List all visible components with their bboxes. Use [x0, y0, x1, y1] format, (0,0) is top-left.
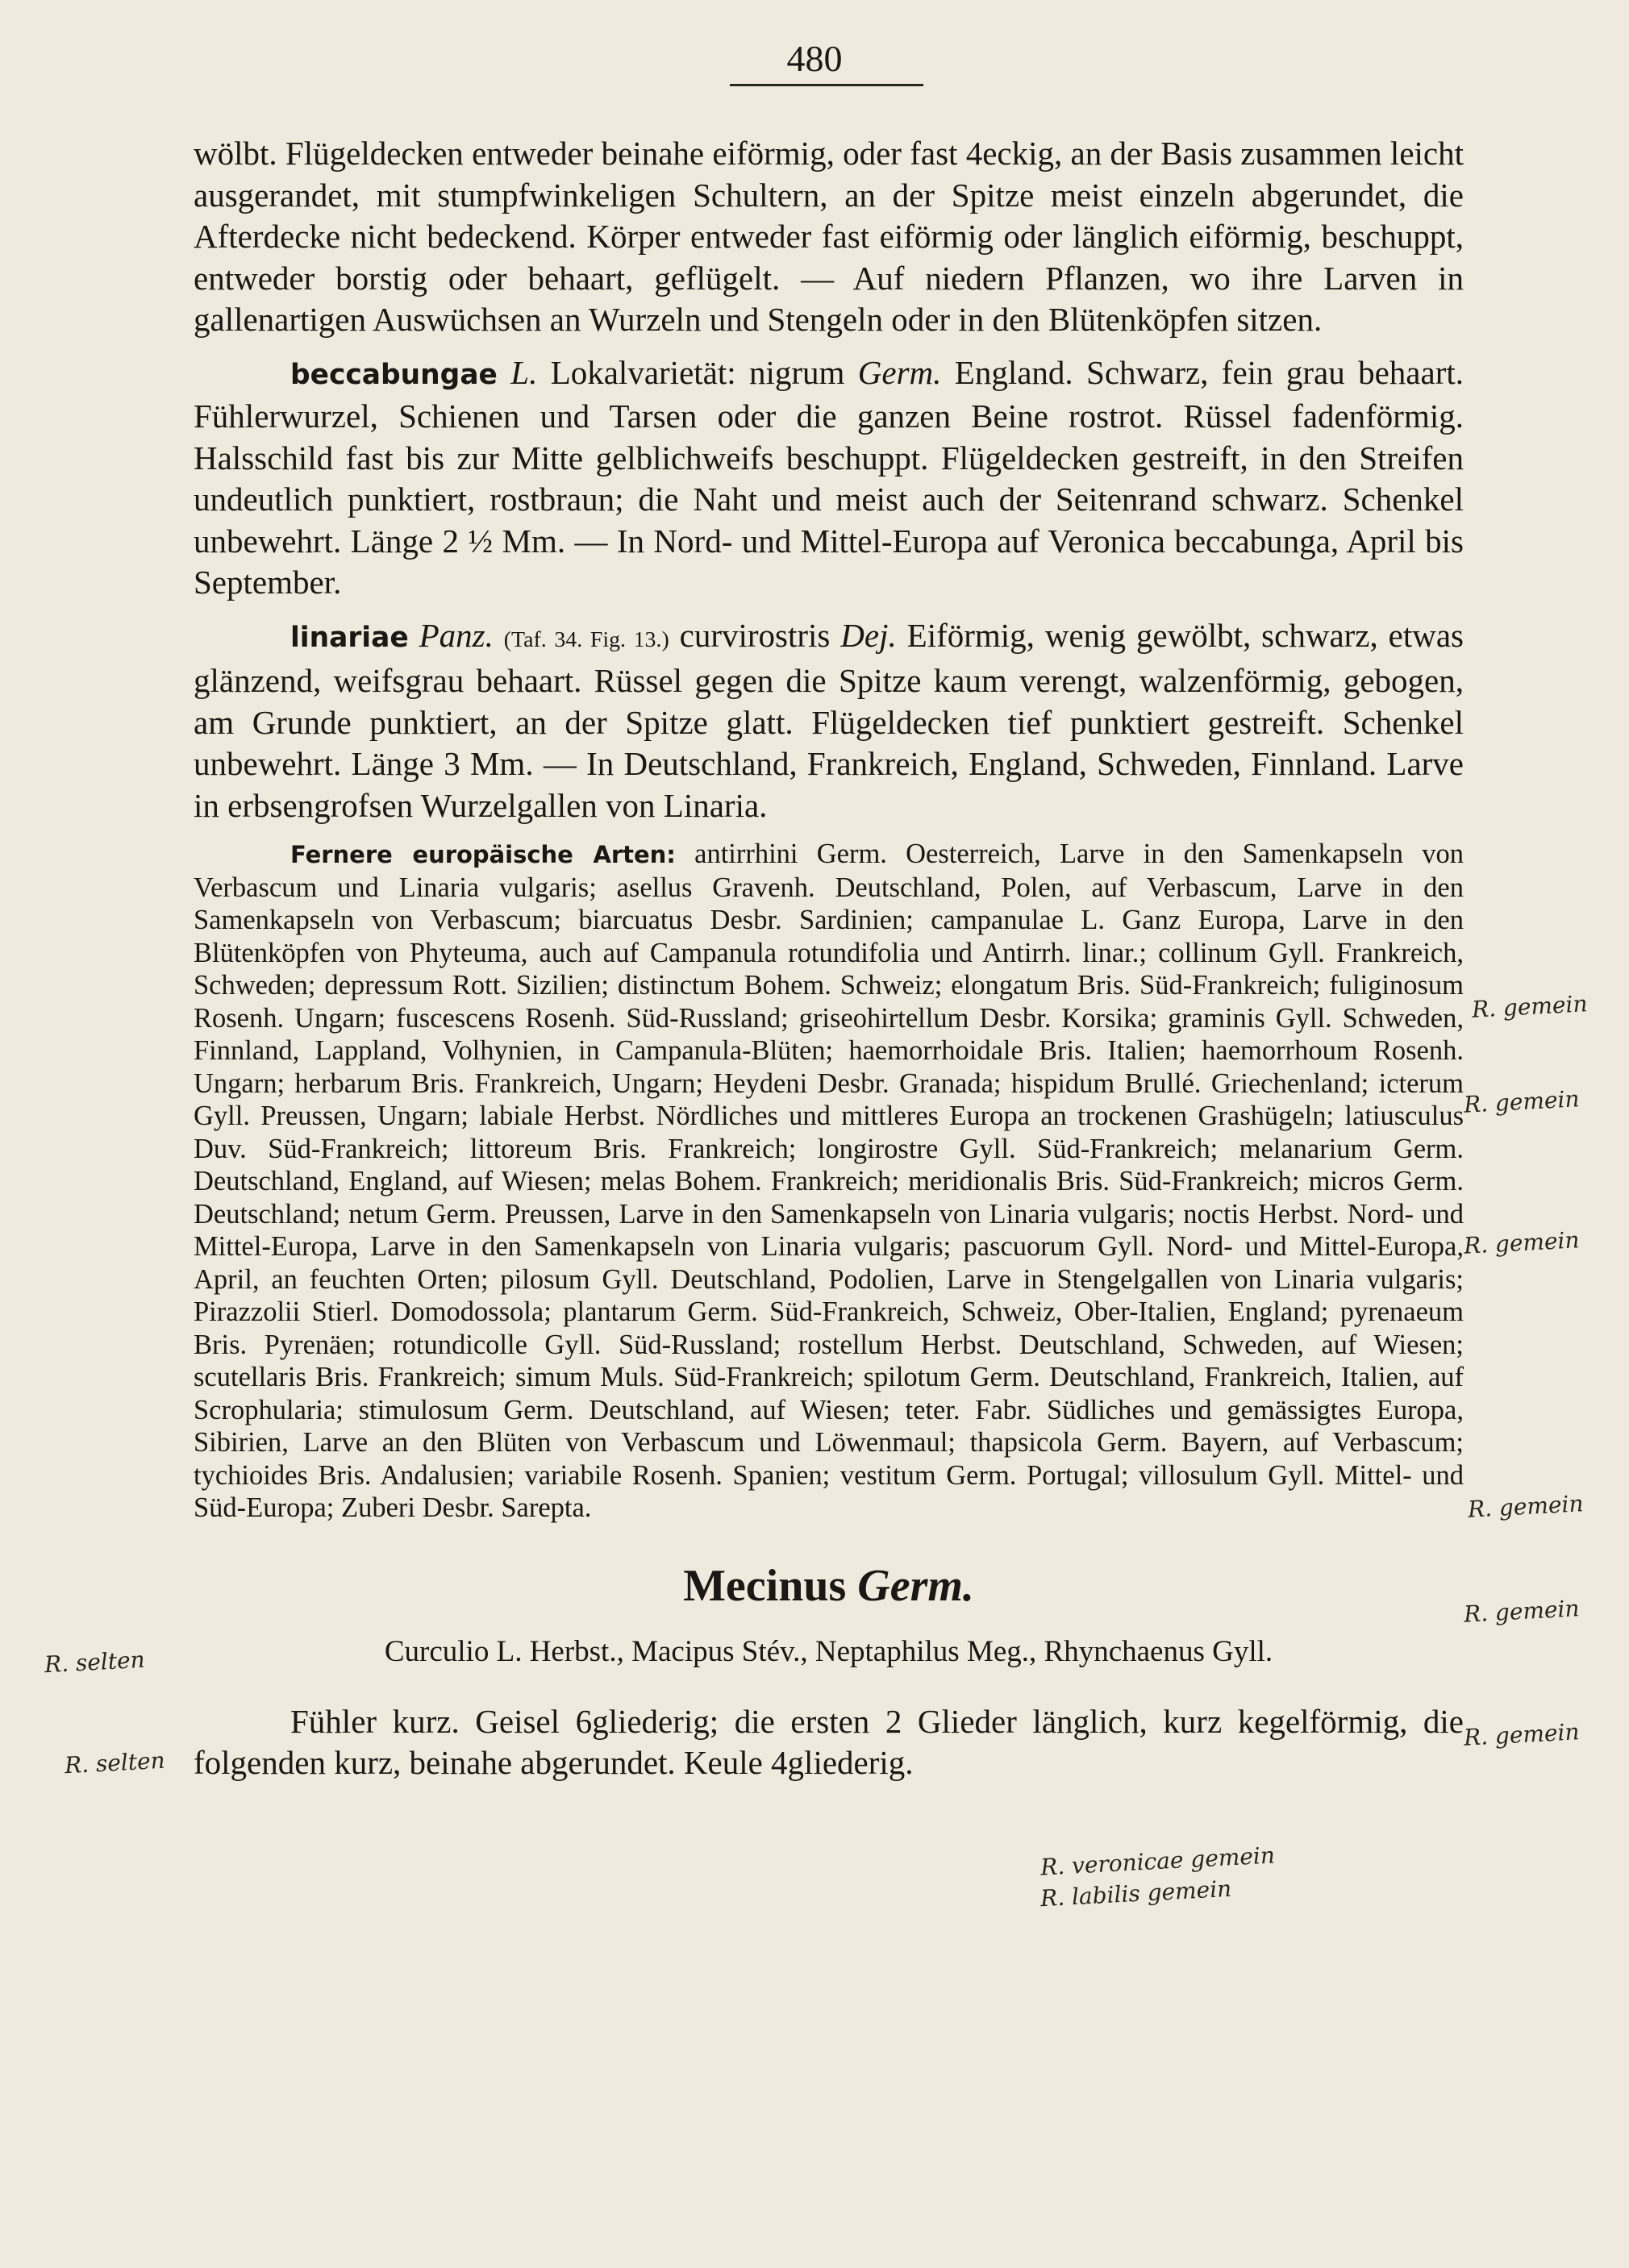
further-species-list: antirrhini Germ. Oesterreich, Larve in den Samenkapseln von Verbascum und Linaria vulgaris; asellus Gravenh. Deutschland, Polen, auf Verbascum, Larve in den Samenkapseln von Verbascum; biarcuatus Desbr. Sardinien; campanulae L. Ganz Europa, Larve in den Blütenköpfen von Phyteuma, auch auf Campanula rotundifolia und Antirrh. linar.; collinum Gyll. Frankreich, Schweden; depressum Rott. Sizilien; distinctum Bohem. Schweiz; elongatum Bris. Süd-Frankreich; fuliginosum Rosenh. Ungarn; fuscescens Rosenh. Süd-Russland; griseohirtellum Desbr. Korsika; graminis Gyll. Schweden, Finnland, Lappland, Volhynien, in Campanula-Blüten; haemorrhoidale Bris. Italien; haemorrhoum Rosenh. Ungarn; herbarum Bris. Frankreich, Ungarn; Heydeni Desbr. Granada; hispidum Brullé. Griechenland; icterum Gyll. Preussen, Ungarn; labiale Herbst. Nördliches und mittleres Europa an trockenen Grashügeln; latiusculus Duv. Süd-Frankreich; littoreum Bris. Frankreich; longirostre Gyll. Süd-Frankreich; melanarium Germ. Deutschland, England, auf Wiesen; melas Bohem. Frankreich; meridionalis Bris. Süd-Frankreich; micros Germ. Deutschland; netum Germ. Preussen, Larve in den Samenkapseln von Linaria vulgaris; noctis Herbst. Nord- und Mittel-Europa, Larve in den Samenkapseln von Linaria vulgaris; pascuorum Gyll. Nord- und Mittel-Europa, April, an feuchten Orten; pilosum Gyll. Deutschland, Podolien, Larve in Stengelgallen von Linaria vulgaris; Pirazzolii Stierl. Domodossola; plantarum Germ. Süd-Frankreich, Schweiz, Ober-Italien, England; pyrenaeum Bris. Pyrenäen; rotundicolle Gyll. Süd-Russland; rostellum Herbst. Deutschland, Schweden, auf Wiesen; scutellaris Bris. Frankreich; simum Muls. Süd-Frankreich; spilotum Germ. Deutschland, Frankreich, Italien, auf Scrophularia; stimulosum Germ. Deutschland, auf Wiesen; teter. Fabr. Südliches und gemässigtes Europa, Sibirien, Larve an den Blüten von Verbascum und Löwenmaul; thapsicola Germ. Bayern, auf Verbascum; tychioides Bris. Andalusien; variabile Rosenh. Spanien; vestitum Germ. Portugal; villosulum Gyll. Mittel- und Süd-Europa; Zuberi Desbr. Sarepta. [194, 839, 1464, 1523]
intro-paragraph: wölbt. Flügeldecken entweder beinahe eiförmig, oder fast 4eckig, an der Basis zusammen leicht ausgerandet, mit stumpfwinkeligen Schultern, an der Spitze meist einzeln abgerundet, die Afterdecke nicht bedeckend. Körper entweder fast eiförmig oder länglich eiförmig, beschuppt, entweder borstig oder behaart, geflügelt. — Auf niedern Pflanzen, wo ihre Larven in gallenartigen Auswüchsen an Wurzeln und Stengeln oder in den Blütenköpfen sitzen. [194, 135, 1464, 338]
genus-heading [194, 1560, 1464, 1612]
genus-synonyms: Curculio L. Herbst., Macipus Stév., Neptaphilus Meg., Rhynchaenus Gyll. [384, 1634, 1273, 1668]
species-linariae [194, 615, 1464, 827]
species-beccabungae [194, 352, 1464, 604]
handwritten-note: R. veronicae gemein [1039, 1841, 1276, 1881]
handwritten-note: R. gemein [1471, 990, 1589, 1023]
main-text [194, 133, 1464, 1784]
species-author: Panz. [419, 616, 494, 654]
figure-reference: (Taf. 34. Fig. 13.) [503, 626, 669, 652]
handwritten-note: R. gemein [1463, 1595, 1581, 1628]
variety-author: Germ. [857, 353, 942, 391]
genus-description: Fühler kurz. Geisel 6gliederig; die ersten 2 Glieder länglich, kurz kegelförmig, die folgenden kurz, beinahe abgerundet. Keule 4gliederig. [194, 1702, 1464, 1781]
handwritten-note: R. gemein [1463, 1226, 1581, 1259]
species-name: beccabungae [290, 358, 498, 391]
species-text-b: England. Schwarz, fein grau behaart. Fühlerwurzel, Schienen und Tarsen oder die ganzen Beine rostrot. Rüssel fadenförmig. Halsschild fast bis zur Mitte gelblichweifs beschuppt. Flügeldecken gestreift, in den Streifen undeutlich punktiert, rostbraun; die Naht und meist auch der Seitenrand schwarz. Schenkel unbewehrt. Länge 2 ½ Mm. — In Nord- und Mittel-Europa auf Veronica beccabunga, April bis September. [194, 353, 1464, 601]
page-number-rule [730, 84, 923, 86]
synonym-author: Dej. [840, 616, 897, 654]
further-species [194, 838, 1464, 1525]
handwritten-note: R. gemein [1463, 1085, 1581, 1118]
page-number: 480 [786, 38, 843, 79]
handwritten-note: R. selten [64, 1746, 166, 1779]
species-text-a: Lokalvarietät: nigrum [537, 353, 858, 391]
genus-name: Mecinus [683, 1560, 847, 1611]
handwritten-note: R. selten [44, 1646, 146, 1679]
further-heading: Fernere europäische Arten: [290, 841, 676, 868]
species-text-a: curvirostris [669, 616, 841, 654]
species-text-b: Eiförmig, wenig gewölbt, schwarz, etwas glänzend, weifsgrau behaart. Rüssel gegen die Spitze kaum verengt, walzenförmig, gebogen, am Grunde punktiert, an der Spitze glatt. Flügeldecken tief punktiert gestreift. Schenkel unbewehrt. Länge 3 Mm. — In Deutschland, Frankreich, England, Schweden, Finnland. Larve in erbsengrofsen Wurzelgallen von Linaria. [194, 616, 1464, 824]
handwritten-note: R. gemein [1463, 1718, 1581, 1751]
handwritten-note: R. labilis gemein [1039, 1875, 1232, 1912]
handwritten-note: R. gemein [1467, 1490, 1585, 1523]
species-name: linariae [290, 621, 409, 654]
species-author: L. [510, 353, 538, 391]
genus-author: Germ. [857, 1560, 974, 1611]
